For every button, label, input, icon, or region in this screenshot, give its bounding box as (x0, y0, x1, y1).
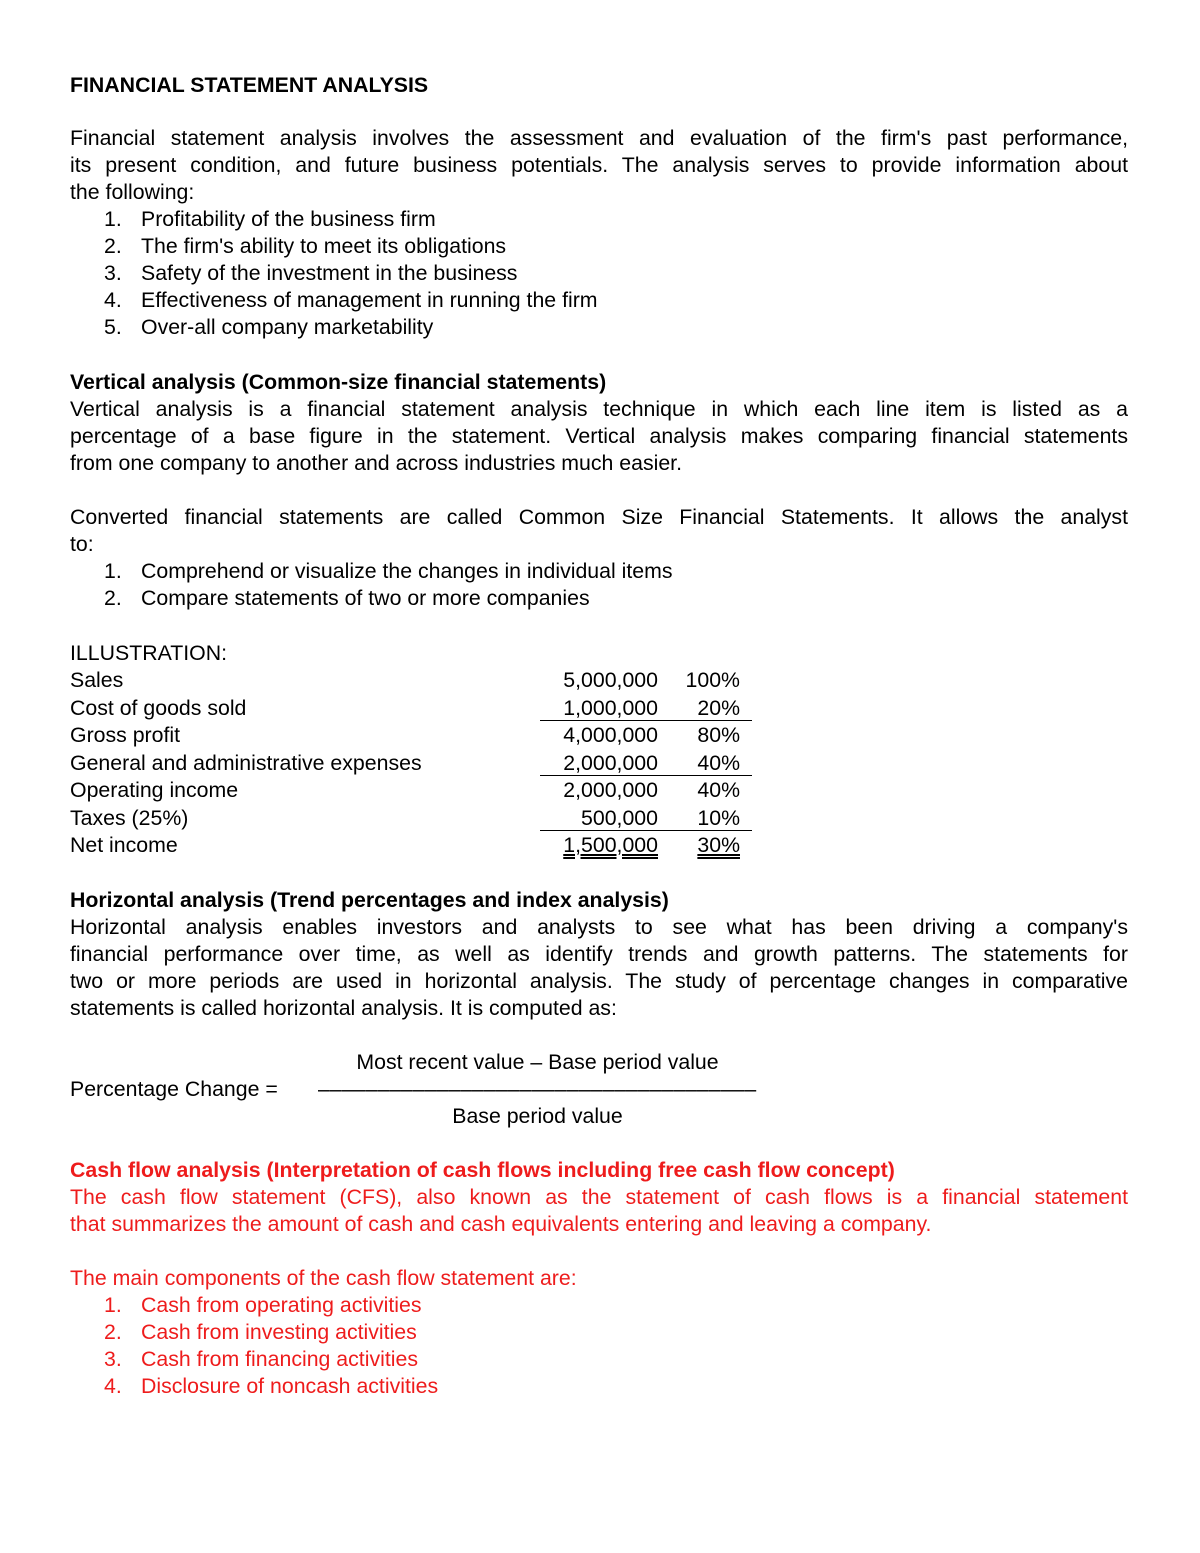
table-row-amount: 5,000,000 (563, 668, 658, 692)
horizontal-line-4: statements is called horizontal analysis. It is computed as: (70, 996, 617, 1020)
formula-denominator: Base period value (452, 1104, 623, 1128)
horizontal-line-2: financial performance over time, as well as identify trends and growth patterns. The statements for (70, 942, 1128, 966)
intro-line-2: its present condition, and future business potentials. The analysis serves to provide information about (70, 153, 1128, 177)
table-row-amount (540, 832, 658, 859)
table-row-percent: 100% (685, 668, 740, 692)
table-row-percent: 40% (697, 778, 740, 802)
list-text: Cash from financing activities (141, 1347, 418, 1371)
vertical-line-2: percentage of a base figure in the statement. Vertical analysis makes comparing financial statements (70, 424, 1128, 448)
list-text: Effectiveness of management in running the firm (141, 288, 598, 312)
table-row-label: General and administrative expenses (70, 751, 422, 775)
vertical-analysis-heading: Vertical analysis (Common-size financial statements) (70, 370, 607, 394)
table-row-amount: 1,000,000 (563, 696, 658, 720)
vertical-line-3: from one company to another and across industries much easier. (70, 451, 683, 475)
illustration-label: ILLUSTRATION: (70, 641, 227, 665)
list-number: 4. (104, 1374, 122, 1398)
list-number: 2. (104, 586, 122, 610)
list-number: 5. (104, 315, 122, 339)
cash-flow-components-intro: The main components of the cash flow statement are: (70, 1266, 577, 1290)
common-size-line-1: Converted financial statements are called Common Size Financial Statements. It allows the analyst (70, 505, 1128, 529)
intro-line-3: the following: (70, 180, 195, 204)
table-row-percent: 40% (697, 751, 740, 775)
table-row-label: Operating income (70, 778, 239, 802)
list-text: Cash from operating activities (141, 1293, 422, 1317)
net-income-amount: 1,500,000 (563, 833, 658, 857)
list-number: 1. (104, 1293, 122, 1317)
list-number: 1. (104, 559, 122, 583)
subtotal-rule (540, 830, 752, 831)
list-number: 2. (104, 1320, 122, 1344)
table-row-label: Cost of goods sold (70, 696, 247, 720)
cash-flow-line-1: The cash flow statement (CFS), also known as the statement of cash flows is a financial statement (70, 1185, 1128, 1209)
intro-line-1: Financial statement analysis involves the assessment and evaluation of the firm's past performance, (70, 126, 1128, 150)
list-text: The firm's ability to meet its obligations (141, 234, 507, 258)
formula-label: Percentage Change = (70, 1077, 278, 1101)
list-number: 1. (104, 207, 122, 231)
horizontal-line-1: Horizontal analysis enables investors and analysts to see what has been driving a company's (70, 915, 1128, 939)
table-row-percent: 80% (697, 723, 740, 747)
table-row-amount: 2,000,000 (563, 778, 658, 802)
table-row-percent: 10% (697, 806, 740, 830)
list-text: Cash from investing activities (141, 1320, 417, 1344)
formula-numerator: Most recent value – Base period value (356, 1050, 719, 1074)
horizontal-line-3: two or more periods are used in horizontal analysis. The study of percentage changes in comparative (70, 969, 1128, 993)
list-text: Disclosure of noncash activities (141, 1374, 439, 1398)
table-row-amount: 4,000,000 (563, 723, 658, 747)
list-text: Comprehend or visualize the changes in individual items (141, 559, 673, 583)
list-number: 3. (104, 261, 122, 285)
table-row-label: Net income (70, 833, 178, 857)
list-text: Over-all company marketability (141, 315, 434, 339)
vertical-line-1: Vertical analysis is a financial statement analysis technique in which each line item is listed as a (70, 397, 1128, 421)
table-row-amount: 500,000 (581, 806, 658, 830)
subtotal-rule (540, 775, 752, 776)
table-row-percent (670, 832, 740, 859)
common-size-line-2: to: (70, 532, 94, 556)
horizontal-analysis-heading: Horizontal analysis (Trend percentages and index analysis) (70, 888, 669, 912)
table-row-label: Taxes (25%) (70, 806, 189, 830)
list-text: Compare statements of two or more companies (141, 586, 590, 610)
cash-flow-heading: Cash flow analysis (Interpretation of cash flows including free cash flow concept) (70, 1158, 895, 1182)
table-row-amount: 2,000,000 (563, 751, 658, 775)
net-income-percent: 30% (697, 833, 740, 857)
list-text: Safety of the investment in the business (141, 261, 518, 285)
list-number: 2. (104, 234, 122, 258)
table-row-label: Gross profit (70, 723, 181, 747)
cash-flow-line-2: that summarizes the amount of cash and cash equivalents entering and leaving a company. (70, 1212, 932, 1236)
subtotal-rule (540, 720, 752, 721)
list-number: 4. (104, 288, 122, 312)
formula-fraction-bar: ––––––––––––––––––––––––––––––––––––– (318, 1077, 757, 1101)
table-row-label: Sales (70, 668, 124, 692)
document-title: FINANCIAL STATEMENT ANALYSIS (70, 73, 429, 97)
list-text: Profitability of the business firm (141, 207, 436, 231)
table-row-percent: 20% (697, 696, 740, 720)
list-number: 3. (104, 1347, 122, 1371)
